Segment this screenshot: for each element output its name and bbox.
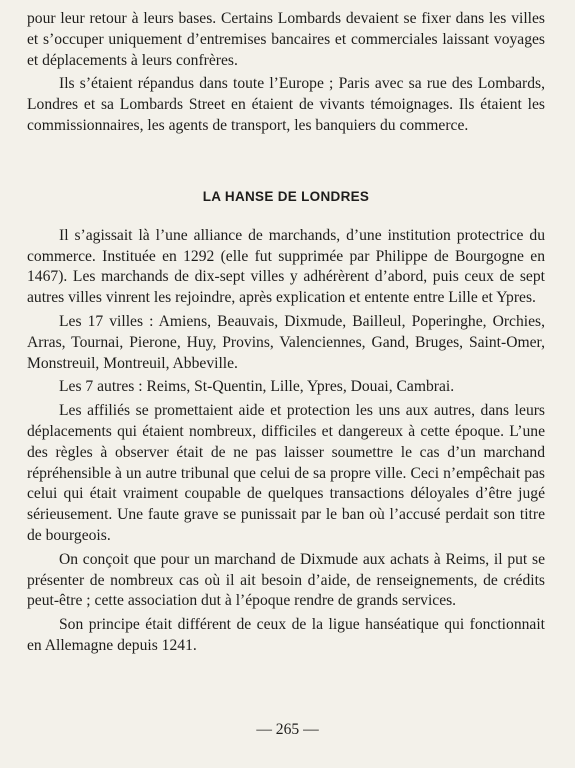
page-number: — 265 —: [256, 721, 319, 738]
paragraph-dixmude: On conçoit que pour un marchand de Dixmude aux achats à Reims, il put se présenter de nombreux cas où il ait besoin d’aide, de renseignements, de crédits peut-être ; cette association dut à l’époque rendre de grands services.: [27, 550, 545, 610]
paragraph-continuation: pour leur retour à leurs bases. Certains Lombards devaient se fixer dans les villes et s’occuper uniquement d’entremises bancaires et commerciales laissant voyages et déplacements à leurs confrères.: [27, 10, 545, 69]
paragraph-lombards: Ils s’étaient répandus dans toute l’Europe ; Paris avec sa rue des Lombards, Londres et sa Lombards Street en étaient de vivants témoignages. Ils étaient les commissionnaires, les agents de transport, les banquiers du commerce.: [27, 75, 545, 134]
paragraph-hanse-intro: Il s’agissait là l’une alliance de marchands, d’une institution protectrice du commerce. Instituée en 1292 (elle fut supprimée par Philippe de Bourgogne en 1467). Les marchands de dix-sept villes y adhérèrent d’abord, puis ceux de sept autres villes vinrent les rejoindre, après explication et entente entre Lille et Ypres.: [27, 226, 545, 307]
paragraph-affilies: Les affiliés se promettaient aide et protection les uns aux autres, dans leurs déplacements qui étaient nombreux, difficiles et dangereux à cette époque. L’une des règles à observer était de ne pas laisser soumettre le cas d’un marchand répréhensible à un autre tribunal que celui de sa propre ville. Ceci n’empêchait pas celui qui était vraiment coupable de quelques transactions déloyales d’être jugé sérieusement. Une faute grave se punissait par le ban où l’accusé perdait son titre de bourgeois.: [27, 402, 545, 544]
section-title: LA HANSE DE LONDRES: [202, 188, 370, 204]
paragraph-17-villes: Les 17 villes : Amiens, Beauvais, Dixmude, Bailleul, Poperinghe, Orchies, Arras, Tournai, Pierone, Huy, Provins, Valenciennes, Gand, Bruges, Saint-Omer, Monstreuil, Montreuil, Abbeville.: [27, 312, 545, 372]
paragraph-principe: Son principe était différent de ceux de la ligue hanséatique qui fonctionnait en Allemagne depuis 1241.: [27, 616, 545, 654]
paragraph-7-autres: Les 7 autres : Reims, St-Quentin, Lille, Ypres, Douai, Cambrai.: [59, 378, 455, 396]
